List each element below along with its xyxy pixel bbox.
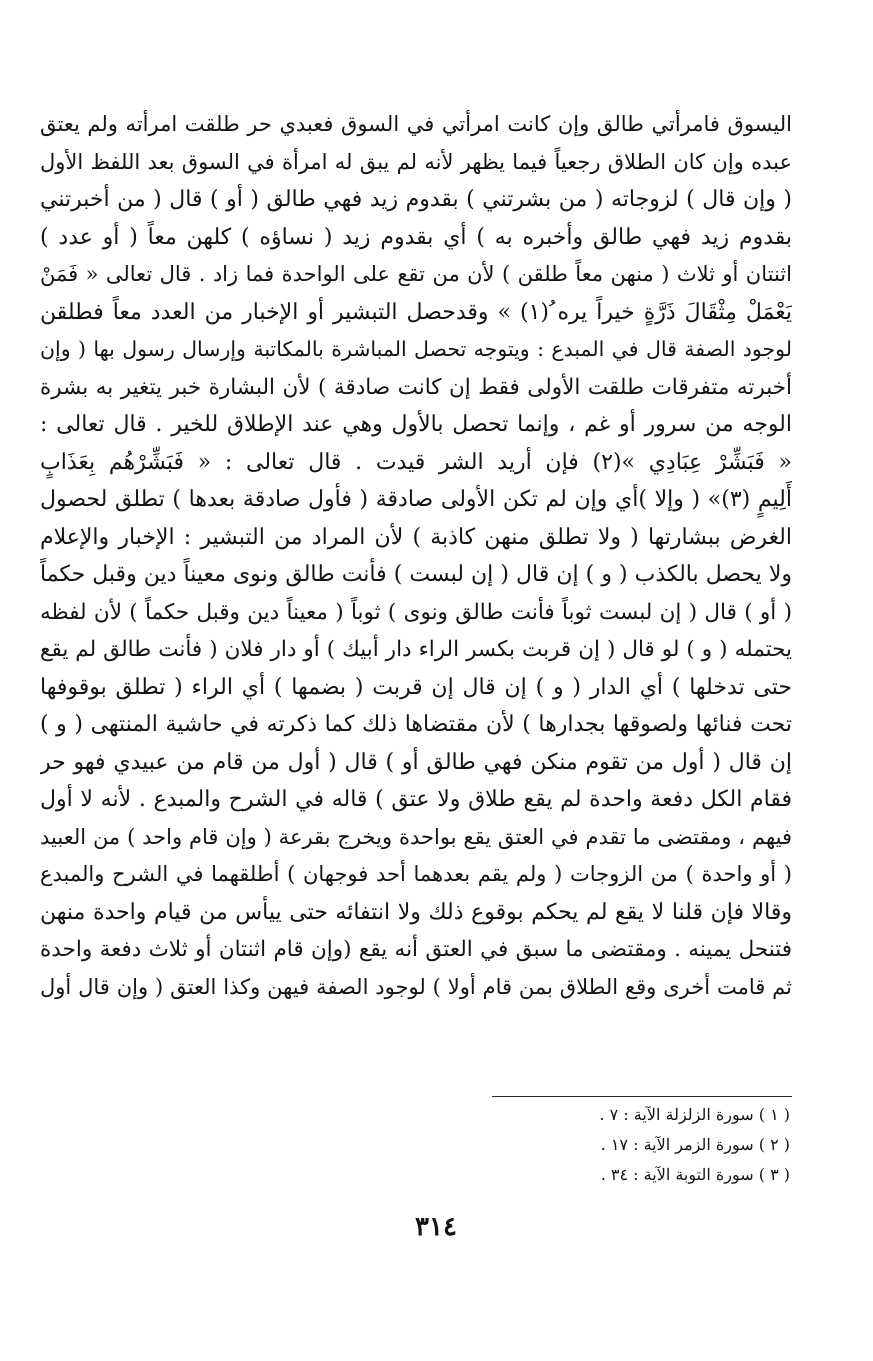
footnote: ( ٣ ) سورة التوبة الآية : ٣٤ . bbox=[600, 1165, 790, 1184]
body-line: فيهم ، ومقتضى ما تقدم في العتق يقع بواحدة ويخرج بقرعة ( وإن قام واحد ) من العبيد bbox=[40, 824, 792, 849]
body-line: « فَبَشِّرْ عِبَادِي »(٢) فإن أريد الشر قيدت . قال تعالى : « فَبَشِّرْهُم بِعَذَابٍ bbox=[40, 449, 792, 475]
body-line: فقام الكل دفعة واحدة لم يقع طلاق ولا عتق ) قاله في الشرح والمبدع . لأنه لا أول bbox=[40, 787, 792, 812]
body-line: ولا يحصل بالكذب ( و ) إن قال ( إن لبست ) فأنت طالق ونوى معيناً دين وقبل حكماً bbox=[40, 562, 792, 587]
body-line: يَعْمَلْ مِثْقَالَ ذَرَّةٍ خيراً يره ُ(١) » وقدحصل التبشير أو الإخبار من العدد معاً فطلقن bbox=[40, 299, 792, 325]
footnotes bbox=[300, 1100, 790, 1190]
body-line: الغرض ببشارتها ( ولا تطلق منهن كاذبة ) لأن المراد من التبشير : الإخبار والإعلام bbox=[40, 524, 792, 550]
footnote: ( ١ ) سورة الزلزلة الآية : ٧ . bbox=[599, 1105, 790, 1124]
body-line: تحت فنائها ولصوقها بجدارها ) لأن مقتضاها ذلك كما ذكرته في حاشية المنتهى ( و ) bbox=[40, 712, 792, 737]
body-line: ( وإن قال ) لزوجاته ( من بشرتني ) بقدوم زيد فهي طالق ( أو ) قال ( من أخبرتني bbox=[40, 187, 792, 212]
body-line: ثم قامت أخرى وقع الطلاق بمن قام أولا ) لوجود الصفة فيهن وكذا العتق ( وإن قال أول bbox=[40, 974, 792, 999]
body-line: فتنحل يمينه . ومقتضى ما سبق في العتق أنه يقع (وإن قام اثنتان أو ثلاث دفعة واحدة bbox=[40, 937, 792, 962]
footnote: ( ٢ ) سورة الزمر الآية : ١٧ . bbox=[600, 1135, 790, 1154]
body-line: أخبرته متفرقات طلقت الأولى فقط إن كانت صادقة ) لأن البشارة خبر يتغير به بشرة bbox=[40, 374, 792, 400]
body-line: اليسوق فامرأتي طالق وإن كانت امرأتي في السوق فعبدي حر طلقت امرأته ولم يعتق bbox=[40, 112, 792, 136]
body-line: لوجود الصفة قال في المبدع : ويتوجه تحصل المباشرة بالمكاتبة وإرسال رسول بها ( وإن bbox=[40, 337, 792, 361]
body-line: إن قال ( أول من تقوم منكن فهي طالق أو ) قال ( أول من قام من عبيدي فهو حر bbox=[40, 749, 792, 775]
body-line: اثنتان أو ثلاث ( منهن معاً طلقن ) لأن من تقع على الواحدة فما زاد . قال تعالى « فَمَنْ bbox=[40, 262, 792, 286]
page-number: ٣١٤ bbox=[415, 1212, 457, 1242]
body-line: ( أو واحدة ) من الزوجات ( ولم يقم بعدهما أحد فوجهان ) أطلقهما في الشرح والمبدع bbox=[40, 862, 792, 886]
body-line: يحتمله ( و ) لو قال ( إن قربت بكسر الراء دار أبيك ) أو دار فلان ( فأنت طالق لم يقع bbox=[40, 637, 792, 662]
body-line: أَلِيمٍ (٣)» ( وإلا )أي وإن لم تكن الأولى صادقة ( فأول صادقة بعدها ) تطلق لحصول bbox=[40, 487, 792, 512]
body-line: عبده وإن كان الطلاق رجعياً فيما يظهر لأنه لم يبق له امرأة في السوق بعد اللفظ الأول bbox=[40, 149, 792, 174]
body-line: بقدوم زيد فهي طالق وأخبره به ) أي بقدوم زيد ( نساؤه ) كلهن معاً ( أو عدد ) bbox=[40, 224, 792, 250]
body-text bbox=[40, 106, 792, 1006]
body-line: وقالا فإن قلنا لا يقع لم يحكم بوقوع ذلك ولا انتفائه حتى ييأس من قيام واحدة منهن bbox=[40, 899, 792, 925]
body-line: الوجه من سرور أو غم ، وإنما تحصل بالأول وهي عند الإطلاق للخير . قال تعالى : bbox=[40, 412, 792, 437]
body-line: ( أو ) قال ( إن لبست ثوباً فأنت طالق ونوى ) ثوباً ( معيناً دين وقبل حكماً ) لأن لفظه bbox=[40, 599, 792, 625]
body-line: حتى تدخلها ) أي الدار ( و ) إن قال إن قربت ( بضمها ) أي الراء ( تطلق بوقوفها bbox=[40, 674, 792, 700]
footnote-divider bbox=[492, 1096, 792, 1097]
